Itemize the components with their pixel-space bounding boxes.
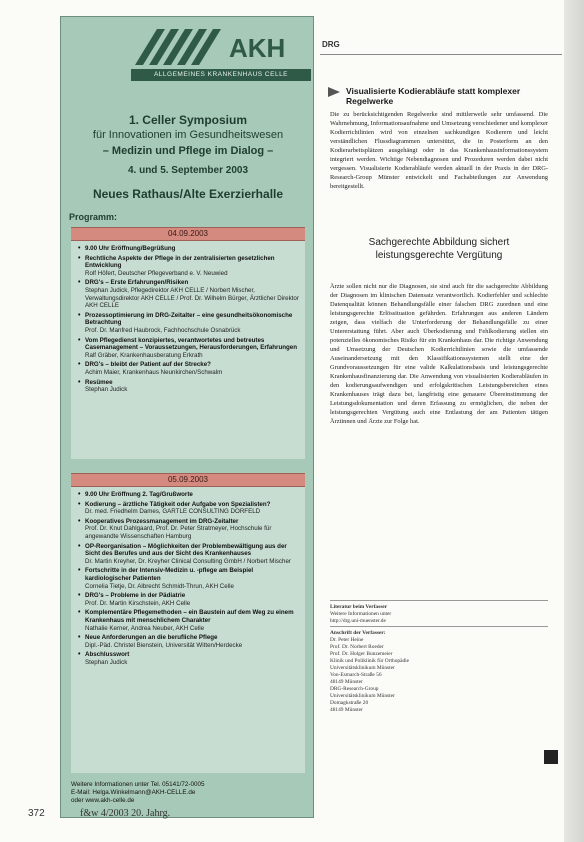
program-item-title: • Resümee [77, 379, 299, 387]
program-item-speaker: Nathalie Kerner, Andrea Neuber, AKH Celle [85, 624, 205, 632]
program-item-title: • Kodierung – ärztliche Tätigkeit oder Aufgabe von Spezialisten? [77, 501, 299, 509]
author-address-line: 48149 Münster [330, 679, 363, 685]
article-heading: Visualisierte Kodierabläufe statt komplexer Regelwerke [346, 86, 521, 106]
program-item [77, 634, 299, 649]
arrow-right-icon [328, 87, 340, 97]
program-item-title: • DRG's – Erste Erfahrungen/Risiken [77, 279, 299, 287]
hospital-building-icon [131, 25, 231, 67]
program-item [77, 543, 299, 566]
program-item-title: • Vom Pflegedienst konzipiertes, verantwortetes und betreutes Casemanagement – Voraussetzungen, Herausforderungen, Erfahrungen [77, 337, 299, 352]
program-item-title: • Komplementäre Pflegemethoden – ein Baustein auf dem Weg zu einem Krankenhaus mit menschlichem Charakter [77, 609, 299, 624]
author-address-line: Universitätsklinikum Münster [330, 665, 395, 671]
day-1-items [71, 241, 305, 394]
contact-email: E-Mail: Helga.Winkelmann@AKH-CELLE.de [71, 788, 196, 796]
author-address-line: Prof. Dr. Norbert Roeder [330, 644, 384, 650]
literature-rule [330, 600, 548, 601]
program-item-speaker: Stephan Judick, Pflegedirektor AKH CELLE / Norbert Mischer, Verwaltungsdirektor AKH CELLE / Prof. Dr. Wilhelm Bürger, Ärztlicher Direktor AKH CELLE [85, 286, 299, 310]
program-item [77, 255, 299, 278]
section-rule [320, 54, 562, 55]
program-item [77, 379, 299, 394]
program-item-title: • Abschlusswort [77, 651, 299, 659]
day-1-date: 04.09.2003 [71, 227, 305, 241]
article-subheading: Sachgerechte Abbildung sichert leistungsgerechte Vergütung [368, 237, 510, 261]
program-item [77, 501, 299, 516]
program-item-title: • OP-Reorganisation – Möglichkeiten der Problembewältigung aus der Sicht des Berufes und aus der Sicht des Krankenhauses [77, 543, 299, 558]
literature-heading: Literatur beim Verfasser [330, 604, 388, 610]
program-item-speaker: Prof. Dr. Manfred Haubrock, Fachhochschule Osnabrück [85, 326, 241, 334]
program-item-speaker: Ralf Gräber, Krankenhausberatung Erkrath [85, 351, 203, 359]
program-item-title: • Rechtliche Aspekte der Pflege in der zentralisierten gesetzlichen Entwicklung [77, 255, 299, 270]
program-item [77, 245, 299, 253]
program-item-speaker: Achim Maier, Krankenhaus Neunkirchen/Schwalm [85, 368, 223, 376]
contact-phone: Weitere Informationen unter Tel. 05141/72-0005 [71, 781, 205, 788]
program-item [77, 312, 299, 335]
day-2-date: 05.09.2003 [71, 473, 305, 487]
program-item-speaker: Dr. med. Friedhelm Dames, GARTLE CONSULTING DORFELD [85, 508, 261, 516]
symposium-theme: – Medizin und Pflege im Dialog – [102, 145, 274, 157]
program-item [77, 567, 299, 590]
program-item [77, 491, 299, 499]
authors-heading: Anschrift der Verfasser: [330, 630, 386, 636]
authors-rule [330, 626, 548, 627]
symposium-date: 4. und 5. September 2003 [127, 165, 249, 176]
journal-reference: f&w 4/2003 20. Jahrg. [80, 808, 171, 819]
akh-logo [131, 23, 311, 85]
contact-web: oder www.akh-celle.de [71, 796, 135, 804]
program-label: Programm: [69, 212, 118, 222]
program-item-title: • Kooperatives Prozessmanagement im DRG-Zeitalter [77, 518, 299, 526]
program-day-2 [71, 473, 305, 773]
program-item-speaker: Dr. Martin Kreyher, Dr. Kreyher Clinical Consulting GmbH / Norbert Mischer [85, 557, 291, 565]
author-address-line: Von-Esmarch-Straße 56 [330, 672, 382, 678]
program-item-speaker: Prof. Dr. Knut Dahlgaard, Prof. Dr. Peter Stratmeyer, Hochschule für angewandte Wissenschaften Hamburg [85, 525, 272, 540]
program-item-speaker: Stephan Judick [85, 386, 128, 394]
program-item [77, 279, 299, 309]
article-paragraph-2: Ärzte sollen nicht nur die Diagnosen, sie sind auch für die sachgerechte Abbildung der Diagnosen im klinischen Datensatz verantwortlich. Kodierfehler und schlechte Datenqualität können Behandlungsfälle einer falschen DRG zuordnen und eine leistungsgerechte Erlössituation gefährden. Erfahrungen aus anderen Ländern zeigen, dass vielfach die Unterforderung der Behandlungsfälle zu einer Untererstattung führt. Aber auch Überkodierung und Fehlkodierung stellen ein potenzielles ökonomisches Risiko für ein Krankenhaus dar. Die richtige Anwendung und Umsetzung der Deutschen Kodierrichtlinien sowie die umfassende Auseinandersetzung mit den Klassifikationssystemen stellt eine der Grundvoraussetzungen für eine valide Kalkulationsbasis und leistungsgerechte Krankenhausfinanzierung dar. Die Anwendung von visualisierten Kodierabläufen in den kodierungsaufwendigen und erfolgskritischen Leistungsbereichen eines Krankenhauses trägt dazu bei, langfristig eine genauere Übereinstimmung der Leistungsdokumentation und deren Erfassung zu ermöglichen, die neben der leistungsgerechten Vergütung auch eine Entlastung der am Patienten tätigen Ärztinnen und Ärzte zur Folge hat. [330, 283, 548, 425]
authors-list [330, 637, 548, 714]
program-item-title: • Fortschritte in der Intensiv-Medizin u. -pflege am Beispiel kardiologischer Patienten [77, 567, 299, 582]
contact-info [71, 781, 305, 804]
logo-name: AKH [229, 33, 286, 63]
author-address-line: Klinik und Poliklinik für Orthopädie [330, 658, 410, 664]
program-item [77, 651, 299, 666]
program-item [77, 592, 299, 607]
program-item-title: • 9.00 Uhr Eröffnung/Begrüßung [77, 245, 299, 253]
program-item [77, 361, 299, 376]
program-item-speaker: Cornelia Tietje, Dr. Albrecht Schmidt-Thrun, AKH Celle [85, 582, 234, 590]
symposium-title: 1. Celler Symposium [128, 113, 248, 127]
symposium-subtitle: für Innovationen im Gesundheitswesen [92, 129, 284, 141]
day-2-items [71, 487, 305, 666]
author-address-line: DRG-Research-Group [330, 686, 379, 692]
literature-note [330, 604, 548, 625]
literature-line-2: http://drg.uni-muenster.de [330, 618, 386, 624]
author-address-line: Universitätsklinikum Münster [330, 693, 395, 699]
article-paragraph-1: Die zu berücksichtigenden Regelwerke sind mittlerweile sehr umfassend. Die Wahrnehmung, Informationsaufnahme und Umsetzung verschiedener und komplexer Kodierrichtlinien wird von einzelnen sachkundigen Kodierern und leicht verständlichen Flussdiagrammen unterstützt, die in Posterform an den Kodierarbeitsplätzen ausgehängt oder in das Krankenhausinformationssystem integriert werden. Wichtige Nebendiagnosen und Prozeduren werden dabei nicht vergessen. Visualisierte Kodierabläufe werden aktuell in der Praxis in der DRG-Research-Group Münster entwickelt und Fachabteilungen zur Anwendung bereitgestellt. [330, 111, 548, 190]
program-item-speaker: Dipl.-Päd. Christel Bienstein, Universität Witten/Herdecke [85, 641, 243, 649]
program-item [77, 337, 299, 360]
page-binding-shadow [564, 0, 584, 842]
literature-line-1: Weitere Informationen unter [330, 611, 392, 617]
section-tag: DRG [322, 40, 340, 49]
program-item-speaker: Stephan Judick [85, 658, 128, 666]
symposium-announcement [60, 16, 314, 818]
program-item-title: • DRG's – bleibt der Patient auf der Strecke? [77, 361, 299, 369]
program-item-title: • Prozessoptimierung im DRG-Zeitalter – eine gesundheitsökonomische Betrachtung [77, 312, 299, 327]
program-item-title: • DRG's – Probleme in der Pädiatrie [77, 592, 299, 600]
program-item [77, 609, 299, 632]
author-address-line: Domagkstraße 20 [330, 700, 369, 706]
program-item-title: • 9.00 Uhr Eröffnung 2. Tag/Grußworte [77, 491, 299, 499]
end-mark-icon [544, 750, 558, 764]
program-item-title: • Neue Anforderungen an die berufliche Pflege [77, 634, 299, 642]
logo-subtitle: ALLGEMEINES KRANKENHAUS CELLE [131, 69, 311, 81]
program-item-speaker: Rolf Höfert, Deutscher Pflegeverband e. V. Neuwied [85, 269, 228, 277]
author-address-line: Prof. Dr. Holger Bunzemeier [330, 651, 393, 657]
symposium-venue: Neues Rathaus/Alte Exerzierhalle [92, 187, 284, 201]
author-address-line: 48149 Münster [330, 707, 363, 713]
program-day-1 [71, 227, 305, 459]
page-number: 372 [28, 808, 45, 819]
program-item [77, 518, 299, 541]
author-address-line: Dr. Peter Heine [330, 637, 364, 643]
author-address [330, 630, 548, 714]
program-item-speaker: Prof. Dr. Martin Kirschstein, AKH Celle [85, 599, 191, 607]
